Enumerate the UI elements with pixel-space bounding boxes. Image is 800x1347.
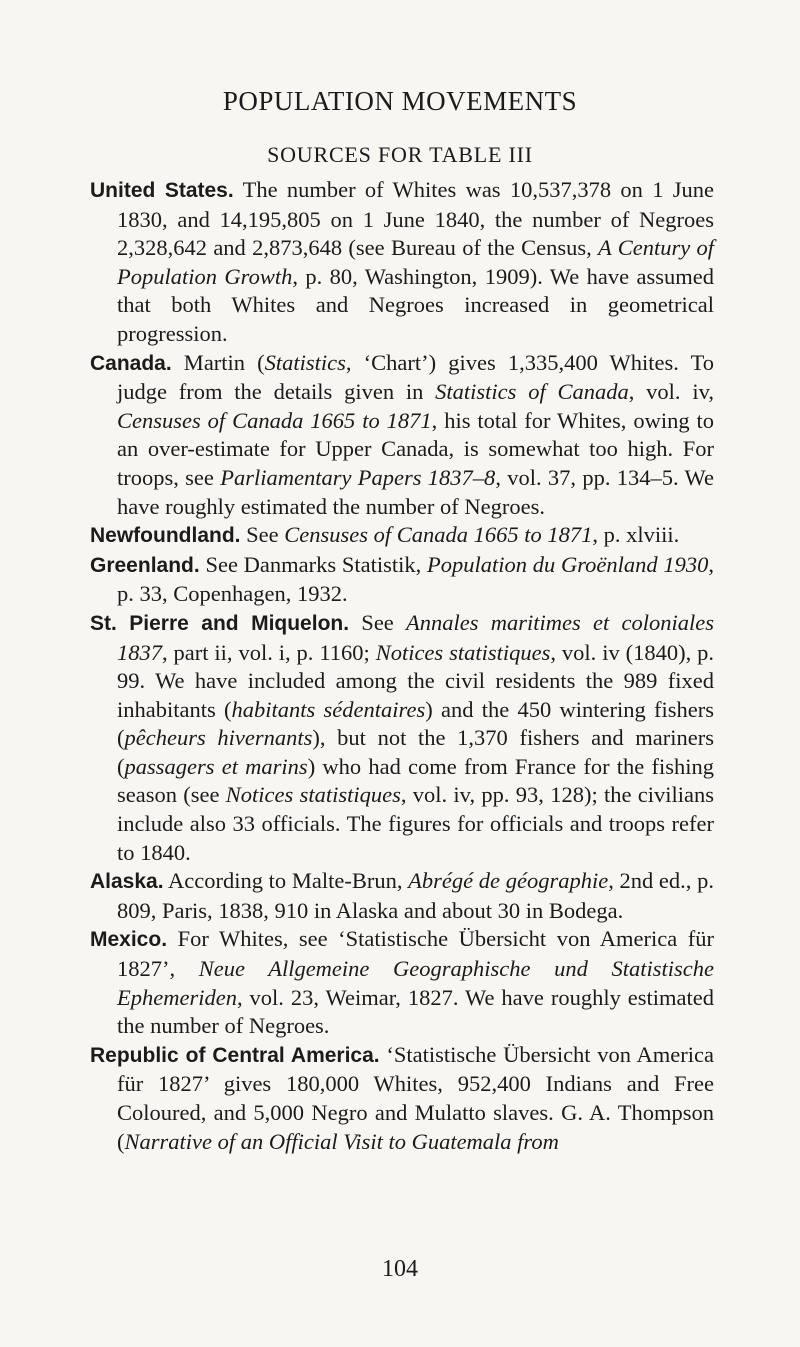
sources-list (90, 176, 714, 1156)
entry-text: , p. 80, Washington, 1909). We have assumed that both Whites and Negroes increased in geometrical progression. (117, 263, 714, 346)
source-entry (90, 349, 714, 522)
entry-heading: Alaska. (90, 870, 164, 894)
entry-text: , vol. 23, Weimar, 1827. We have roughly estimated the number of Negroes. (117, 984, 714, 1039)
entry-heading: Newfoundland. (90, 524, 241, 548)
entry-text: , his total for Whites, owing to an over-estimate for Upper Canada, is somewhat too high. For troops, see (117, 407, 714, 490)
source-entry (90, 867, 714, 925)
entry-text: , p. xlviii. (592, 522, 680, 548)
entry-text: See Danmarks Statistik, (199, 551, 427, 577)
italic-title: Annales maritimes et coloniales 1837 (117, 609, 714, 665)
entry-text: According to Malte-Brun, (163, 868, 409, 894)
source-entry (90, 609, 714, 867)
section-title: SOURCES FOR TABLE III (267, 142, 533, 167)
entry-text: Martin ( (171, 349, 265, 375)
entry-text: , vol. iv (1840), p. 99. We have included among the civil residents the 989 fixed inhabitants ( (117, 639, 715, 722)
entry-text: See (349, 609, 407, 635)
italic-title: habitants sédentaires (231, 696, 426, 722)
entry-heading: United States. (90, 179, 234, 202)
italic-title: A Century of Population Growth (117, 235, 714, 289)
entry-text: The number of Whites was 10,537,378 on 1 June 1830, and 14,195,805 on 1 June 1840, the number of Negroes 2,328,642 and 2,873,648 (see Bureau of the Census, (117, 177, 714, 261)
page-number: 104 (382, 1256, 418, 1282)
italic-title: Statistics (264, 349, 346, 375)
italic-title: Neue Allgemeine Geographische und Statistische Ephemeriden (117, 956, 714, 1010)
entry-text: , vol. 37, pp. 134–5. We have roughly estimated the number of Negroes. (117, 464, 714, 519)
italic-title: Censuses of Canada 1665 to 1871 (284, 522, 593, 548)
entry-heading: Mexico. (90, 928, 168, 952)
entry-text: ) and the 450 wintering fishers ( (117, 696, 715, 751)
entry-text: See (240, 522, 285, 548)
italic-title: Statistics of Canada (435, 379, 629, 405)
source-entry (90, 176, 714, 349)
italic-title: Notices statistiques (225, 782, 401, 808)
italic-title: Abrégé de géographie (408, 868, 609, 894)
italic-title: Narrative of an Official Visit to Guatemala from (124, 1128, 559, 1154)
italic-title: Parliamentary Papers 1837–8 (220, 464, 496, 490)
entry-text: , ‘Chart’) gives 1,335,400 Whites. To judge from the details given in (117, 349, 714, 405)
entry-text: , part ii, vol. i, p. 1160; (162, 639, 376, 665)
entry-text: , vol. iv, (628, 379, 715, 405)
italic-title: passagers et marins (124, 753, 308, 779)
entry-text: , p. 33, Copenhagen, 1932. (117, 551, 714, 607)
italic-title: Population du Groënland 1930 (427, 551, 709, 577)
entry-text: ‘Statistische Übersicht von America für 1827’ gives 180,000 Whites, 952,400 Indians and Free Coloured, and 5,000 Negro and Mulatto slaves. G. A. Thompson ( (117, 1041, 714, 1154)
source-entry (90, 925, 714, 1040)
entry-heading: Greenland. (90, 553, 200, 577)
entry-heading: St. Pierre and Miquelon. (90, 611, 350, 635)
source-entry (90, 521, 714, 551)
source-entry (90, 1041, 714, 1156)
italic-title: pêcheurs hivernants (124, 725, 313, 751)
source-entry (90, 551, 714, 609)
entry-text: ) who had come from France for the fishing season (see (117, 753, 714, 808)
running-head: POPULATION MOVEMENTS (222, 86, 578, 116)
entry-text: , 2nd ed., p. 809, Paris, 1838, 910 in Alaska and about 30 in Bodega. (117, 868, 714, 923)
italic-title: Notices statistiques (375, 639, 551, 665)
entry-text: For Whites, see ‘Statistische Übersicht von America für 1827’, (117, 926, 714, 982)
entry-text: ), but not the 1,370 fishers and mariners ( (117, 725, 715, 779)
italic-title: Censuses of Canada 1665 to 1871 (117, 407, 432, 433)
entry-text: , vol. iv, pp. 93, 128); the civilians include also 33 officials. The figures for officials and troops refer to 1840. (117, 782, 714, 865)
entry-heading: Canada. (90, 351, 172, 375)
entry-heading: Republic of Central America. (90, 1043, 380, 1067)
